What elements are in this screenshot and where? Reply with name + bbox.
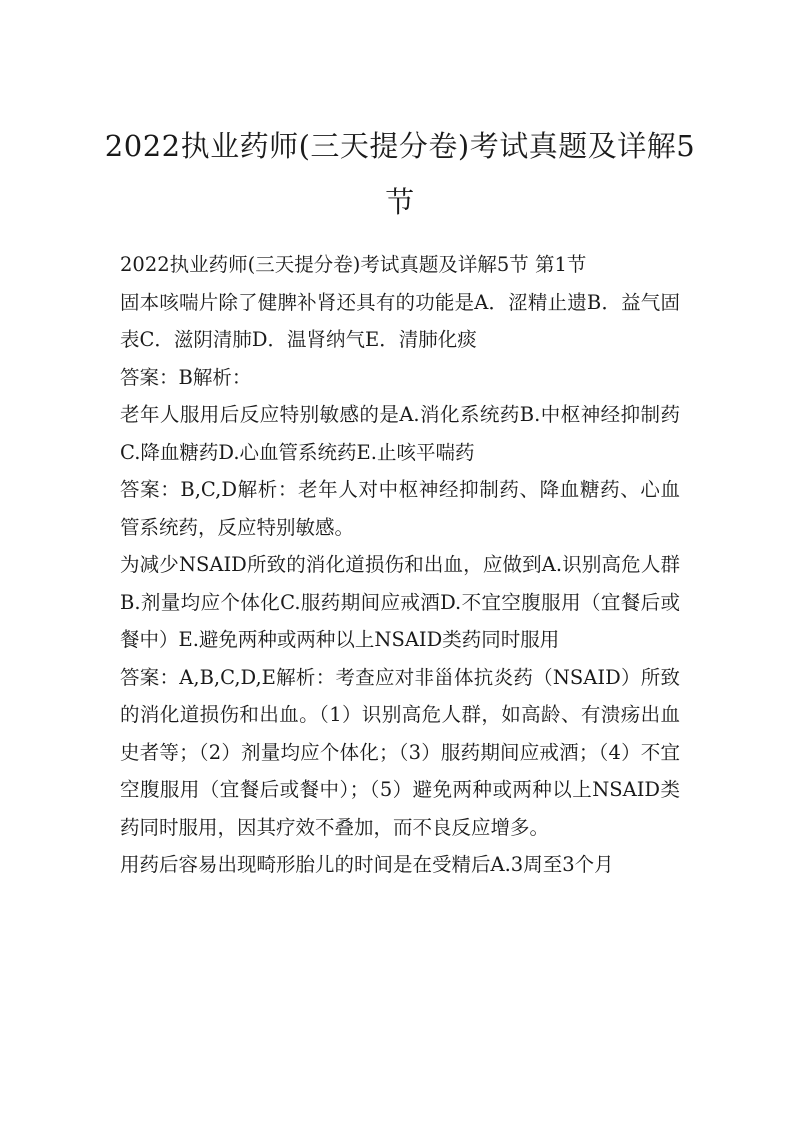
answer-1: 答案：B解析： bbox=[120, 365, 252, 389]
answer-3: 答案：A,B,C,D,E解析：考查应对非甾体抗炎药（NSAID）所致的消化道损伤和出血。（1）识别高危人群，如高龄、有溃疡出血史者等；（2）剂量均应个体化；（3）服药期间应戒酒；（4）不宜空腹服用（宜餐后或餐中）；（5）避免两种或两种以上NSAID类药同时服用，因其疗效不叠加，而不良反应增多。 bbox=[120, 665, 680, 839]
question-3: 为减少NSAID所致的消化道损伤和出血，应做到A.识别高危人群B.剂量均应个体化C.服药期间应戒酒D.不宜空腹服用（宜餐后或餐中）E.避免两种或两种以上NSAID类药同时服用 bbox=[120, 553, 680, 651]
question-2: 老年人服用后反应特别敏感的是A.消化系统药B.中枢神经抑制药C.降血糖药D.心血管系统药E.止咳平喘药 bbox=[120, 403, 680, 464]
section-heading: 2022执业药师(三天提分卷)考试真题及详解5节 第1节 bbox=[120, 253, 587, 276]
question-1: 固本咳喘片除了健脾补肾还具有的功能是A．涩精止遗B．益气固表C．滋阴清肺D．温肾纳气E．清肺化痰 bbox=[120, 290, 680, 351]
question-4: 用药后容易出现畸形胎儿的时间是在受精后A.3周至3个月 bbox=[120, 853, 614, 876]
document-title: 2022执业药师(三天提分卷)考试真题及详解5节 bbox=[104, 129, 696, 219]
answer-2: 答案：B,C,D解析：老年人对中枢神经抑制药、降血糖药、心血管系统药，反应特别敏感。 bbox=[120, 478, 680, 539]
document-body bbox=[120, 246, 680, 884]
